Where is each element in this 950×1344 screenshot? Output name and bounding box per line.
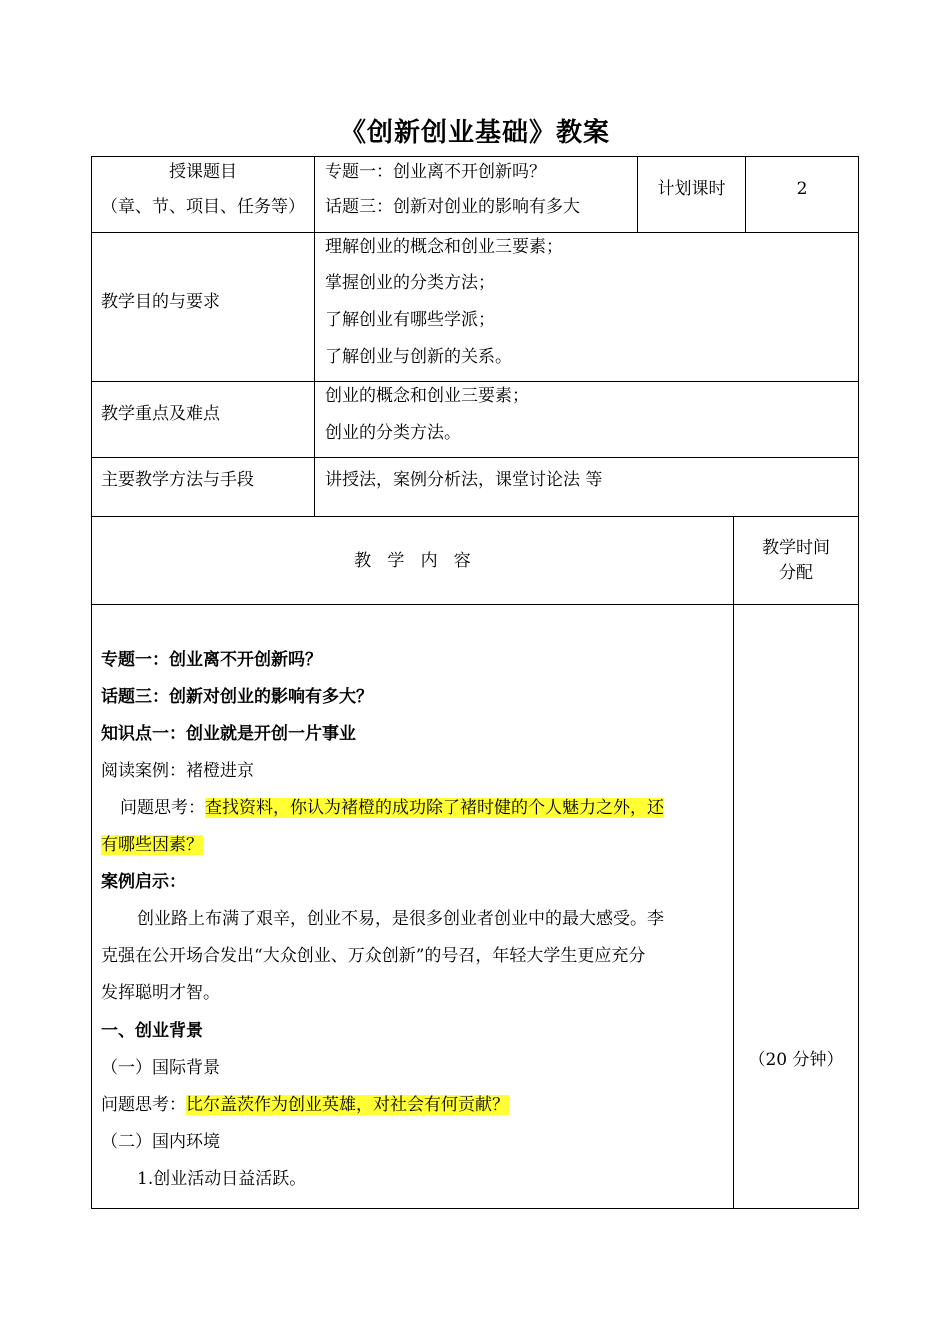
list-item: 1.创业活动日益活跃。 xyxy=(137,1169,307,1189)
subsection-heading: （二）国内环境 xyxy=(101,1132,220,1152)
content-subtopic: 话题三：创新对创业的影响有多大？ xyxy=(101,687,373,707)
question-1-highlight: 查找资料，你认为褚橙的成功除了褚时健的个人魅力之外，还 xyxy=(205,798,664,818)
document-title: 《创新创业基础》教案 xyxy=(339,118,610,148)
question-1 xyxy=(120,798,664,818)
key-point-item: 创业的概念和创业三要素； xyxy=(325,386,529,406)
time-header-line1: 教学时间 xyxy=(762,538,830,558)
content-topic: 专题一：创业离不开创新吗？ xyxy=(101,650,322,670)
section-heading: 一、创业背景 xyxy=(101,1021,203,1041)
time-allocation: （20 分钟） xyxy=(748,1050,844,1070)
case-insight-line: 创业路上布满了艰辛，创业不易，是很多创业者创业中的最大感受。李 xyxy=(137,909,664,929)
subsection-heading: （一）国际背景 xyxy=(101,1058,220,1078)
methods-value: 讲授法，案例分析法，课堂讨论法 等 xyxy=(325,470,603,490)
question-2 xyxy=(101,1095,509,1115)
course-topic-value-1: 专题一：创业离不开创新吗？ xyxy=(325,162,546,182)
question-2-highlight: 比尔盖茨作为创业英雄，对社会有何贡献？ xyxy=(186,1095,509,1115)
case-insight-line: 发挥聪明才智。 xyxy=(101,983,220,1003)
case-insight-line: 克强在公开场合发出“大众创业、万众创新”的号召，年轻大学生更应充分 xyxy=(101,946,646,966)
reading-case: 阅读案例：褚橙进京 xyxy=(101,761,254,781)
course-topic-label: 授课题目 xyxy=(169,162,237,182)
question-1-continued xyxy=(101,835,203,855)
content-header: 教 学 内 容 xyxy=(354,551,471,571)
planned-hours-value: 2 xyxy=(796,179,808,199)
question-1-highlight-2: 有哪些因素？ xyxy=(101,835,203,855)
course-topic-value-2: 话题三：创新对创业的影响有多大 xyxy=(325,197,580,217)
planned-hours-label: 计划课时 xyxy=(657,179,726,199)
objective-item: 掌握创业的分类方法； xyxy=(325,273,495,293)
case-insight-label: 案例启示： xyxy=(101,872,186,892)
key-point-item: 创业的分类方法。 xyxy=(325,423,461,443)
knowledge-point: 知识点一：创业就是开创一片事业 xyxy=(101,724,356,744)
question-2-prefix: 问题思考： xyxy=(101,1095,186,1115)
time-header-line2: 分配 xyxy=(779,563,813,583)
question-1-prefix: 问题思考： xyxy=(120,798,205,818)
key-points-label: 教学重点及难点 xyxy=(101,404,220,424)
course-topic-sublabel: （章、节、项目、任务等） xyxy=(101,197,305,217)
objective-item: 了解创业有哪些学派； xyxy=(325,310,495,330)
objective-item: 了解创业与创新的关系。 xyxy=(325,347,512,367)
objectives-label: 教学目的与要求 xyxy=(101,292,220,312)
methods-label: 主要教学方法与手段 xyxy=(101,470,254,490)
objective-item: 理解创业的概念和创业三要素； xyxy=(325,237,563,257)
